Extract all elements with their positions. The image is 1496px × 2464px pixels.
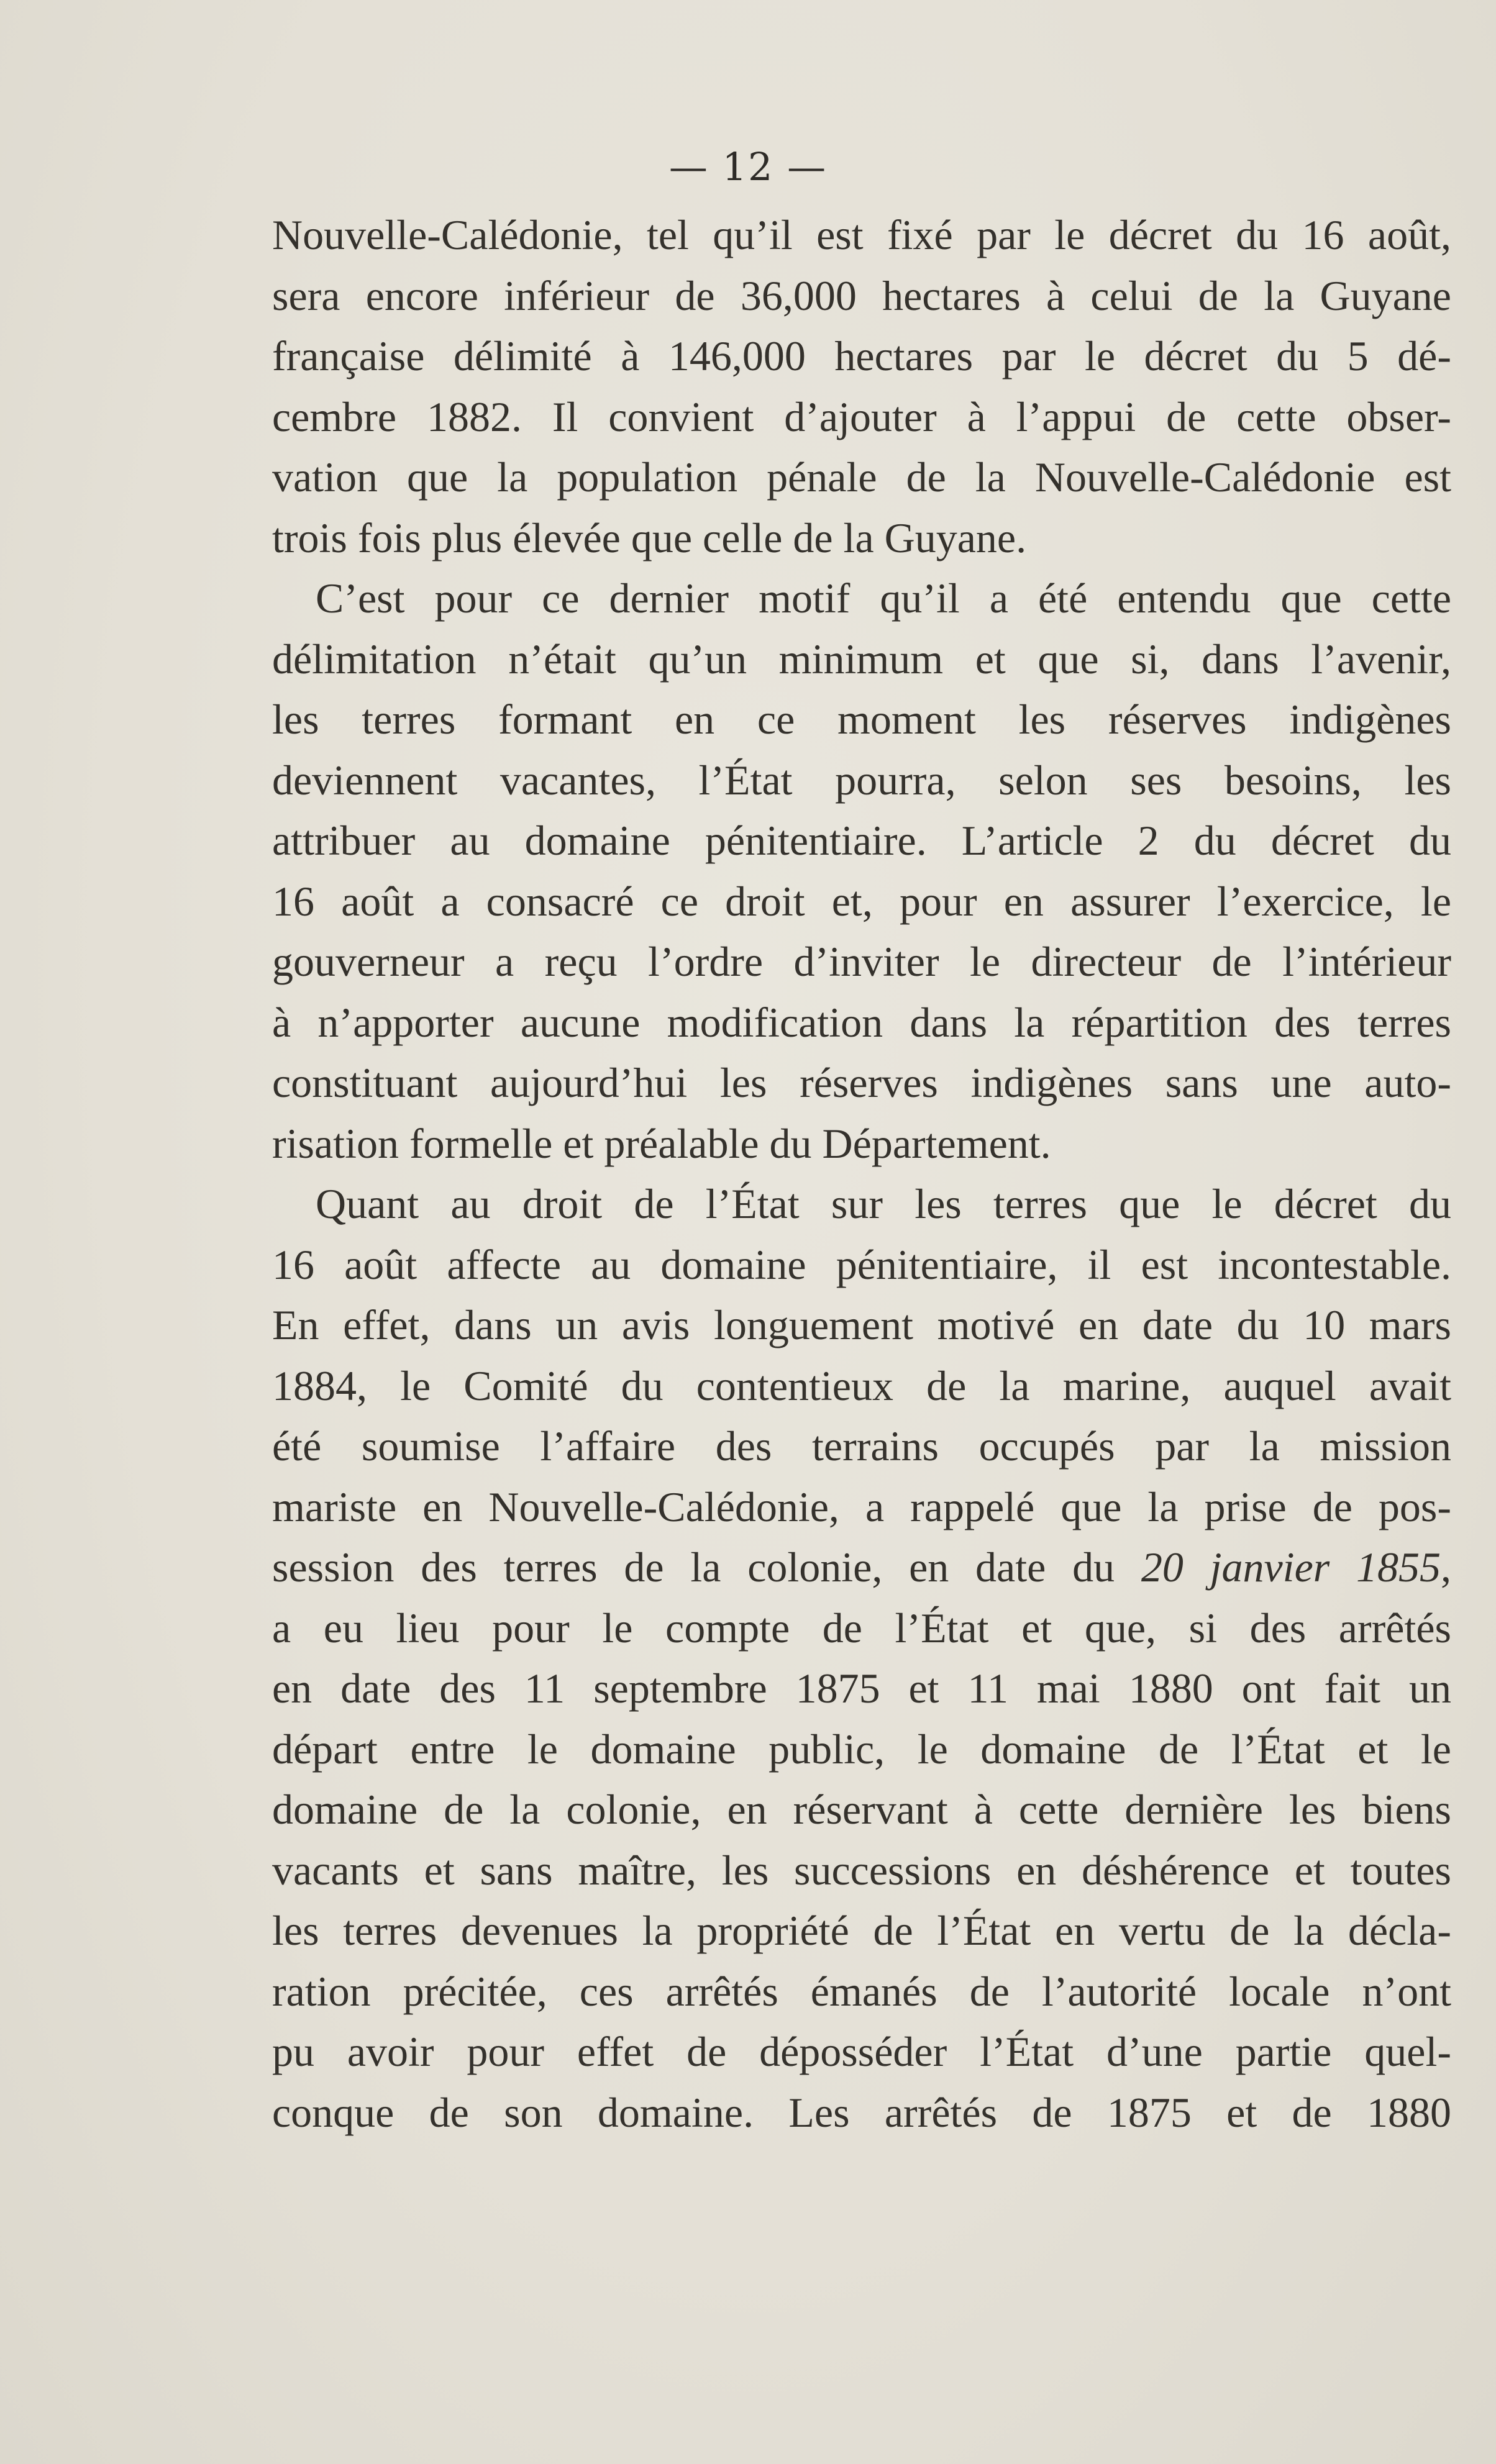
paragraph-first-line: Quant au droit de l’État sur les terres que le décret du: [316, 1180, 1451, 1227]
italic-date: 20 janvier 1855: [1141, 1543, 1441, 1591]
text-line: pu avoir pour effet de déposséder l’État d’une partie quel-: [272, 2028, 1451, 2075]
text-line: en date des 11 septembre 1875 et 11 mai 1880 ont fait un: [272, 1665, 1451, 1712]
text-line: départ entre le domaine public, le domaine de l’État et le: [272, 1725, 1451, 1773]
text-line: domaine de la colonie, en réservant à cette dernière les biens: [272, 1786, 1451, 1833]
text-line: mariste en Nouvelle-Calédonie, a rappelé que la prise de pos-: [272, 1483, 1451, 1530]
text-line: les terres formant en ce moment les réserves indigènes: [272, 696, 1451, 743]
text-line-with-date: [272, 1537, 1451, 1598]
text-line: trois fois plus élevée que celle de la Guyane.: [272, 514, 1027, 561]
text-line: cembre 1882. Il convient d’ajouter à l’appui de cette obser-: [272, 393, 1451, 440]
text-line: délimitation n’était qu’un minimum et que si, dans l’avenir,: [272, 635, 1451, 683]
text-line: 16 août affecte au domaine pénitentiaire, il est incontestable.: [272, 1240, 1451, 1288]
line-text: session des terres de la colonie, en date du: [272, 1543, 1141, 1591]
text-line: ration précitée, ces arrêtés émanés de l’autorité locale n’ont: [272, 1967, 1451, 2015]
text-line: constituant aujourd’hui les réserves indigènes sans une auto-: [272, 1059, 1451, 1106]
text-line: Nouvelle-Calédonie, tel qu’il est fixé par le décret du 16 août,: [272, 211, 1451, 258]
text-line: conque de son domaine. Les arrêtés de 1875 et de 1880: [272, 2088, 1451, 2136]
text-line: les terres devenues la propriété de l’État en vertu de la décla-: [272, 1907, 1451, 1954]
text-line: gouverneur a reçu l’ordre d’inviter le directeur de l’intérieur: [272, 938, 1451, 985]
text-line: attribuer au domaine pénitentiaire. L’article 2 du décret du: [272, 817, 1451, 864]
text-line: été soumise l’affaire des terrains occupés par la mission: [272, 1422, 1451, 1470]
text-line: sera encore inférieur de 36,000 hectares à celui de la Guyane: [272, 271, 1451, 319]
text-line: vation que la population pénale de la Nouvelle-Calédonie est: [272, 453, 1451, 501]
text-line: vacants et sans maître, les successions en déshérence et toutes: [272, 1846, 1451, 1894]
body-text: [272, 205, 1451, 2143]
text-line: En effet, dans un avis longuement motivé en date du 10 mars: [272, 1301, 1451, 1348]
paragraph-first-line: C’est pour ce dernier motif qu’il a été entendu que cette: [316, 575, 1451, 622]
text-line: a eu lieu pour le compte de l’État et que, si des arrêtés: [272, 1604, 1451, 1652]
text-line: française délimité à 146,000 hectares par le décret du 5 dé-: [272, 332, 1451, 380]
page-number: — 12 —: [668, 144, 828, 189]
line-text: ,: [1440, 1543, 1451, 1591]
text-line: deviennent vacantes, l’État pourra, selon ses besoins, les: [272, 756, 1451, 804]
text-line: à n’apporter aucune modification dans la répartition des terres: [272, 998, 1451, 1046]
text-line: 1884, le Comité du contentieux de la marine, auquel avait: [272, 1362, 1451, 1409]
text-line: risation formelle et préalable du Département.: [272, 1119, 1051, 1167]
text-line: 16 août a consacré ce droit et, pour en assurer l’exercice, le: [272, 877, 1451, 925]
